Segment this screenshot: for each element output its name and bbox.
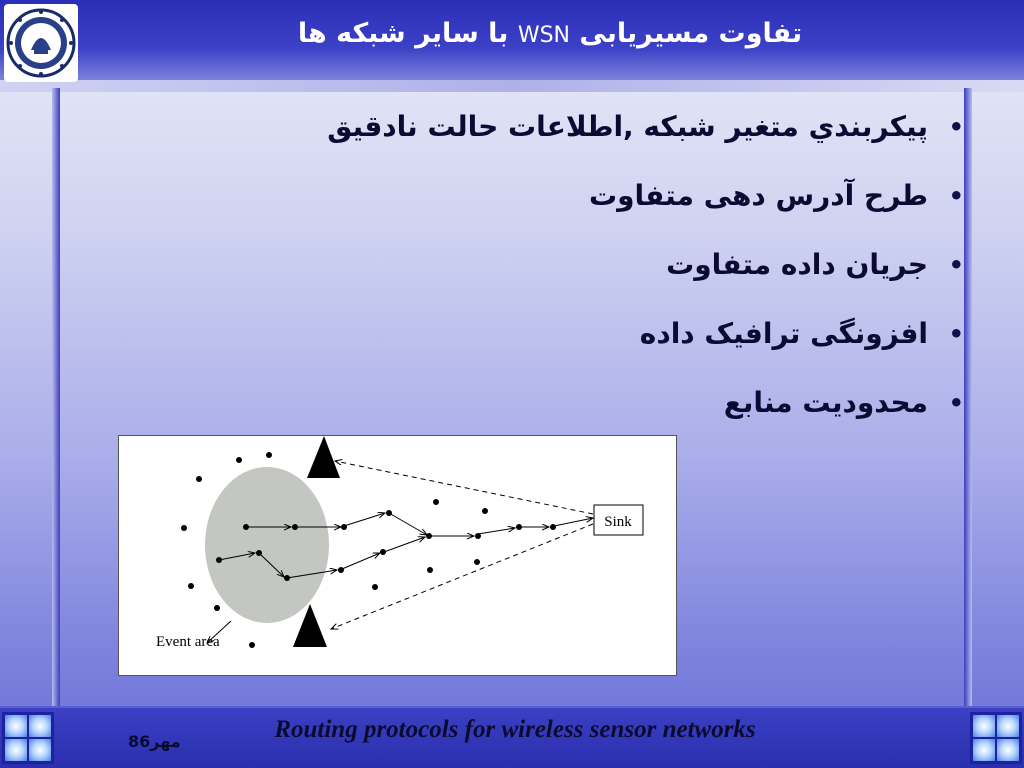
node-dot-icon — [482, 508, 488, 514]
node-dot-icon — [236, 457, 242, 463]
node-dot-icon — [474, 559, 480, 565]
bullet-dot: • — [948, 319, 964, 348]
node-dot-icon — [284, 575, 290, 581]
bullet-text: طرح آدرس دهی متفاوت — [588, 179, 928, 212]
bullet-text: محدوديت منابع — [723, 386, 928, 419]
node-dot-icon — [216, 557, 222, 563]
node-dot-icon — [256, 550, 262, 556]
title-bar-fade — [0, 80, 1024, 92]
university-seal-icon — [4, 4, 78, 82]
node-dot-icon — [243, 524, 249, 530]
bullet-dot: • — [948, 112, 964, 141]
node-dot-icon — [214, 605, 220, 611]
dashed-links — [331, 461, 593, 629]
bullet-item — [204, 161, 964, 230]
node-dot-icon — [433, 499, 439, 505]
left-rail — [52, 88, 60, 708]
tile-squares-icon — [2, 712, 54, 764]
node-dot-icon — [338, 567, 344, 573]
node-dot-icon — [196, 476, 202, 482]
node-dot-icon — [249, 642, 255, 648]
node-dot-icon — [426, 533, 432, 539]
node-dot-icon — [380, 549, 386, 555]
node-dot-icon — [516, 524, 522, 530]
event-area-ellipse — [205, 467, 329, 623]
title-part-1: تفاوت مسيريابی — [579, 18, 803, 49]
event-area-label: Event area — [156, 634, 220, 650]
footer-date: مهر86 — [128, 732, 181, 751]
right-rail — [964, 88, 972, 708]
bullet-list — [204, 92, 964, 437]
node-dot-icon — [341, 524, 347, 530]
title-latin: WSN — [517, 23, 571, 48]
routing-diagram — [119, 436, 676, 675]
node-dot-icon — [550, 524, 556, 530]
node-dot-icon — [427, 567, 433, 573]
node-dot-icon — [266, 452, 272, 458]
bullet-dot: • — [948, 250, 964, 279]
bullet-dot: • — [948, 388, 964, 417]
node-dot-icon — [188, 583, 194, 589]
bullet-item — [204, 299, 964, 368]
bullet-item — [204, 368, 964, 437]
tile-squares-icon — [970, 712, 1022, 764]
node-dot-icon — [181, 525, 187, 531]
bullet-text: جريان داده متفاوت — [666, 248, 928, 281]
sensor-network-figure — [118, 435, 677, 676]
node-dot-icon — [372, 584, 378, 590]
bullet-text: پيکربندي متغير شبکه ,اطلاعات حالت نادقيق — [327, 110, 928, 143]
slide-title — [90, 18, 1010, 49]
bullet-dot: • — [948, 181, 964, 210]
node-dot-icon — [386, 510, 392, 516]
bullet-item — [204, 230, 964, 299]
node-dot-icon — [292, 524, 298, 530]
footer-title: Routing protocols for wireless sensor networks — [274, 716, 756, 743]
triangle-icon — [307, 436, 340, 478]
university-logo — [4, 4, 78, 82]
node-dot-icon — [475, 533, 481, 539]
bullet-item — [204, 92, 964, 161]
bullet-text: افزونگی ترافيک داده — [639, 317, 928, 350]
sink-label: Sink — [604, 514, 632, 530]
title-part-2: با ساير شبکه ها — [297, 18, 509, 49]
